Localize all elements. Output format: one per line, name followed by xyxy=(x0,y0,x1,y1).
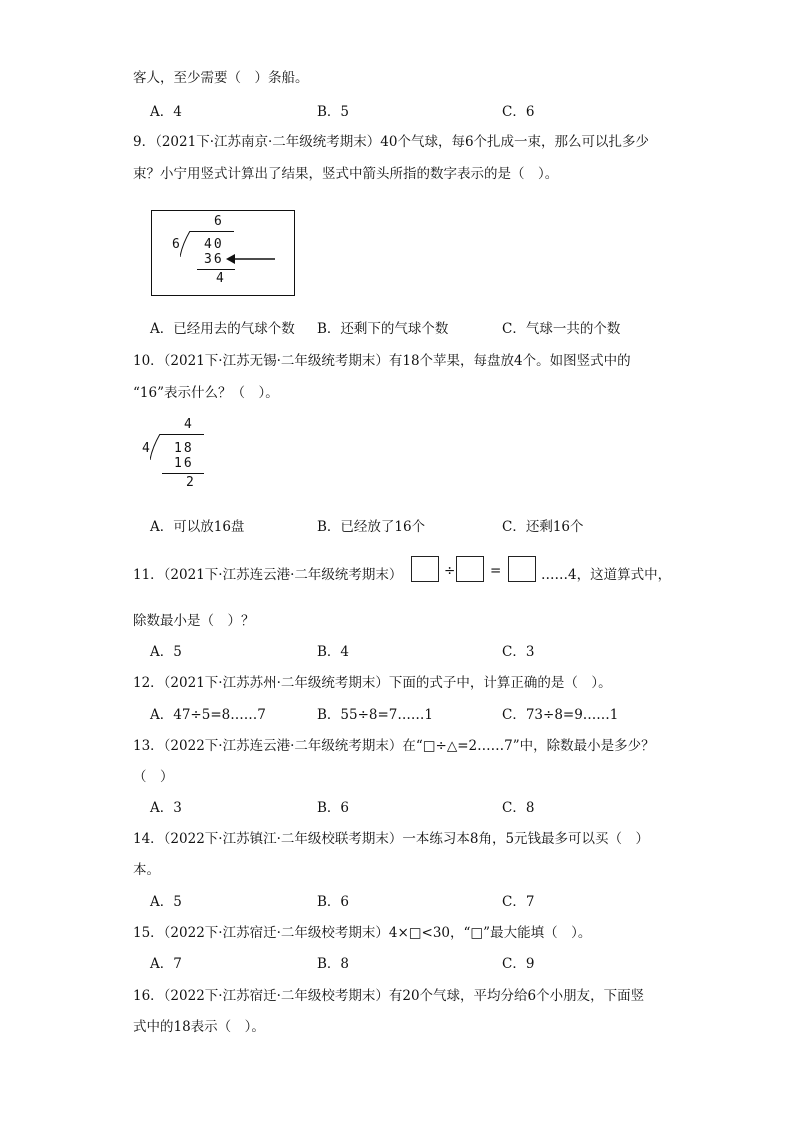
q10-text-line2: “16”表示什么？（ ）。 xyxy=(133,385,279,401)
q13-option-a[interactable]: A．3 xyxy=(150,800,182,816)
q10-option-a[interactable]: A．可以放16盘 xyxy=(150,519,245,535)
q15-option-a[interactable]: A．7 xyxy=(150,956,182,972)
arrow-left-icon xyxy=(226,253,276,265)
q12-option-c[interactable]: C．73÷8=9……1 xyxy=(502,707,619,723)
q9-remainder: 4 xyxy=(216,271,224,286)
q11-text-line2: 除数最小是（ ）？ xyxy=(133,613,255,629)
q14-text-line2: 本。 xyxy=(133,862,160,878)
q12-option-a[interactable]: A．47÷5=8……7 xyxy=(150,707,266,723)
q11-divisor-box xyxy=(456,556,484,582)
q16-text-line1: 16．（2022下·江苏宿迁·二年级校考期末）有20个气球，平均分给6个小朋友，下面竖 xyxy=(133,988,645,1004)
q10-option-b[interactable]: B．已经放了16个 xyxy=(317,519,426,535)
q9-bar xyxy=(190,231,234,232)
q11-quotient-box xyxy=(508,556,536,582)
q9-option-a[interactable]: A．已经用去的气球个数 xyxy=(150,321,295,337)
q10-dividend: 18 xyxy=(174,441,194,456)
q12-text-line1: 12．（2021下·江苏苏州·二年级统考期末）下面的式子中，计算正确的是（ ）。 xyxy=(133,675,612,691)
q10-quotient: 4 xyxy=(184,417,192,432)
q9-quotient: 6 xyxy=(214,214,222,229)
q12-option-b[interactable]: B．55÷8=7……1 xyxy=(317,707,433,723)
q8-option-a[interactable]: A．4 xyxy=(150,104,182,120)
q10-divisor: 4 xyxy=(142,441,150,456)
q14-text-line1: 14．（2022下·江苏镇江·二年级校联考期末）一本练习本8角，5元钱最多可以买（ ） xyxy=(133,831,650,847)
q10-remainder: 2 xyxy=(186,475,194,490)
q14-option-c[interactable]: C．7 xyxy=(502,894,535,910)
q10-bar xyxy=(160,434,204,435)
q10-option-c[interactable]: C．还剩16个 xyxy=(502,519,584,535)
q9-text-line1: 9．（2021下·江苏南京·二年级统考期末）40个气球，每6个扎成一束，那么可以扎多少 xyxy=(133,134,650,150)
q13-option-b[interactable]: B．6 xyxy=(317,800,350,816)
q16-text-line2: 式中的18表示（ ）。 xyxy=(133,1019,265,1035)
q13-option-c[interactable]: C．8 xyxy=(502,800,535,816)
q9-option-b[interactable]: B．还剩下的气球个数 xyxy=(317,321,449,337)
q9-divisor: 6 xyxy=(172,237,180,252)
q10-bracket xyxy=(150,434,162,460)
q11-div-sign: ÷ xyxy=(444,563,456,579)
q8-option-c[interactable]: C．6 xyxy=(502,104,535,120)
q10-product: 16 xyxy=(174,456,194,471)
q15-option-b[interactable]: B．8 xyxy=(317,956,350,972)
q15-option-c[interactable]: C．9 xyxy=(502,956,535,972)
q14-option-a[interactable]: A．5 xyxy=(150,894,182,910)
q9-product: 36 xyxy=(204,252,224,267)
q8-option-b[interactable]: B．5 xyxy=(317,104,350,120)
q9-dividend: 40 xyxy=(204,237,224,252)
q13-text-line1: 13．（2022下·江苏连云港·二年级统考期末）在“□÷△=2……7”中，除数最小是多少？ xyxy=(133,738,655,754)
q11-dividend-box xyxy=(411,556,439,582)
q15-text-line1: 15．（2022下·江苏宿迁·二年级校考期末）4×□<30，“□”最大能填（ ）。 xyxy=(133,925,592,941)
q11-text-suffix: ……4，这道算式中， xyxy=(541,567,672,583)
q8-text: 客人，至少需要（ ）条船。 xyxy=(133,70,309,86)
q9-text-line2: 束？小宁用竖式计算出了结果，竖式中箭头所指的数字表示的是（ ）。 xyxy=(133,166,559,182)
q9-option-c[interactable]: C．气球一共的个数 xyxy=(502,321,621,337)
q10-underline xyxy=(162,473,204,474)
q11-option-a[interactable]: A．5 xyxy=(150,644,182,660)
q11-option-b[interactable]: B．4 xyxy=(317,644,350,660)
q10-text-line1: 10．（2021下·江苏无锡·二年级统考期末）有18个苹果，每盘放4个。如图竖式中的 xyxy=(133,353,631,369)
q11-eq-sign: = xyxy=(490,563,502,579)
q11-option-c[interactable]: C．3 xyxy=(502,644,535,660)
q9-underline xyxy=(197,269,235,270)
q13-text-line2: （ ） xyxy=(133,769,174,785)
q11-text-prefix: 11．（2021下·江苏连云港·二年级统考期末） xyxy=(133,567,403,583)
q14-option-b[interactable]: B．6 xyxy=(317,894,350,910)
q9-bracket xyxy=(180,231,192,257)
